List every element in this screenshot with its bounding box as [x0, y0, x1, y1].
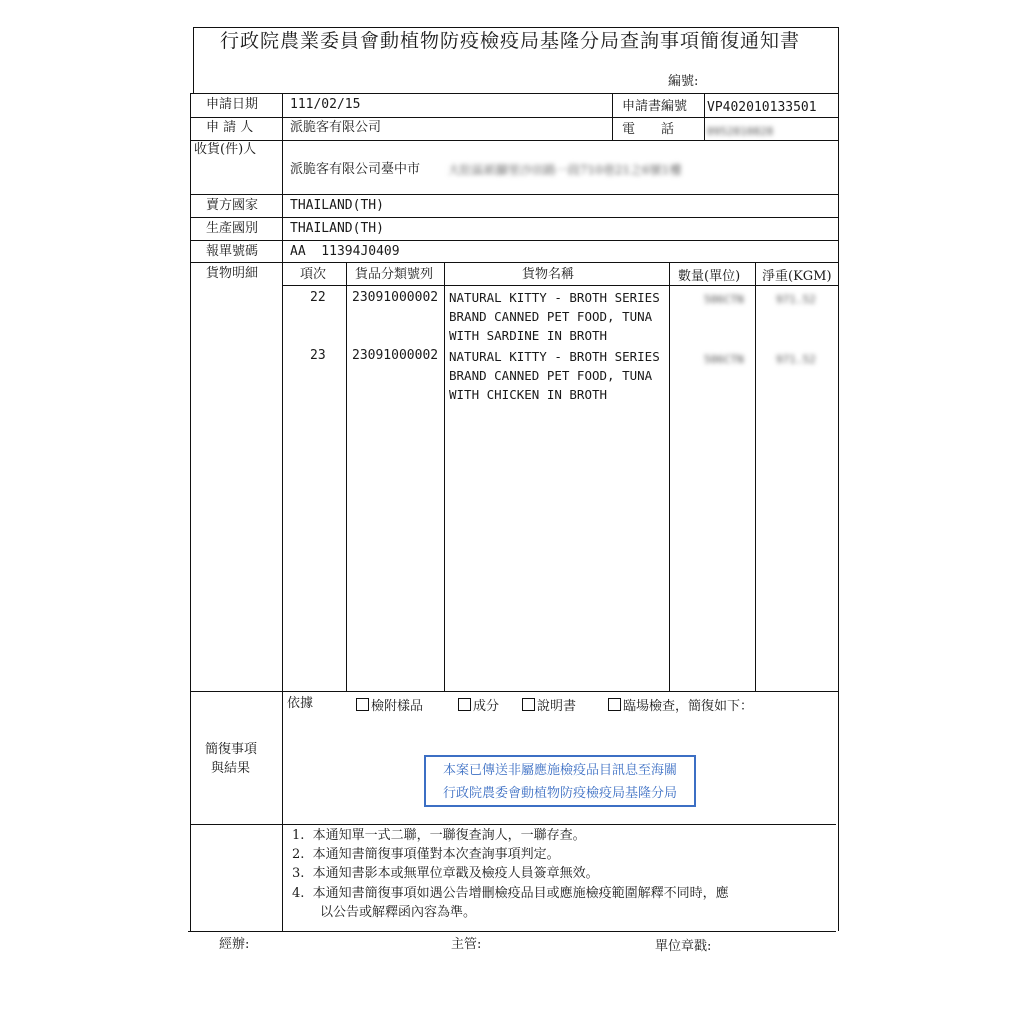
- col-divider: [444, 262, 445, 691]
- reply-label-line2: 與結果: [211, 761, 251, 776]
- footer-handler: 經辦:: [219, 937, 250, 952]
- checkbox-icon: [608, 698, 621, 711]
- note-item: [292, 846, 560, 864]
- document-title: 行政院農業委員會動植物防疫檢疫局基隆分局查詢事項簡復通知書: [220, 30, 801, 52]
- rule: [190, 824, 836, 825]
- apply-date-label: 申請日期: [206, 97, 259, 112]
- checkbox-icon: [522, 698, 535, 711]
- checkbox-icon: [458, 698, 471, 711]
- consignee-label: 收貨(件)人: [194, 142, 257, 157]
- checkbox-composition-label: 成分: [473, 699, 500, 714]
- note-item: [292, 865, 599, 883]
- applicant-label: 申 請 人: [206, 120, 254, 135]
- phone-label: 電 話: [622, 122, 675, 137]
- frame-left-top: [193, 27, 194, 93]
- origin-value: THAILAND(TH): [290, 221, 384, 236]
- goods-row-name-line: NATURAL KITTY - BROTH SERIES: [449, 349, 660, 364]
- goods-header-name: 貨物名稱: [522, 267, 575, 282]
- rule: [190, 93, 838, 94]
- goods-header-qty: 數量(單位): [678, 269, 741, 284]
- rule: [190, 691, 838, 692]
- checkbox-manual-label: 說明書: [537, 699, 577, 714]
- footer-seal: 單位章戳:: [655, 939, 712, 954]
- footer-supervisor: 主管:: [451, 937, 482, 952]
- rule: [190, 194, 838, 195]
- form-no-value: VP402010133501: [707, 100, 817, 115]
- frame-left: [190, 93, 191, 931]
- goods-row-weight: 971.52: [776, 293, 816, 306]
- note-number: 4.: [292, 886, 305, 901]
- checkbox-sample[interactable]: [356, 698, 423, 714]
- rule: [190, 140, 838, 141]
- goods-row-name-line: WITH CHICKEN IN BROTH: [449, 387, 608, 402]
- note-text: 本通知單一式二聯，一聯復查詢人，一聯存查。: [312, 828, 586, 843]
- label-divider: [282, 93, 283, 931]
- note-item: [292, 827, 586, 845]
- note-item: [292, 885, 729, 903]
- goods-row-name-line: NATURAL KITTY - BROTH SERIES: [449, 290, 660, 305]
- consignee-name: 派脆客有限公司臺中市: [290, 162, 421, 177]
- frame-top: [193, 27, 838, 28]
- goods-header-item: 項次: [300, 267, 327, 282]
- note-number: 1.: [292, 828, 305, 843]
- note-text: 本通知書影本或無單位章戳及檢疫人員簽章無效。: [312, 866, 599, 881]
- goods-row-weight: 971.52: [776, 353, 816, 366]
- col-divider: [669, 262, 670, 691]
- goods-header-weight: 淨重(KGM): [762, 269, 832, 284]
- note-continued: 以公告或解釋函內容為準。: [320, 905, 477, 920]
- stamp-line: 行政院農委會動植物防疫檢疫局基隆分局: [442, 786, 677, 801]
- rule: [190, 117, 838, 118]
- frame-right-top: [838, 27, 839, 93]
- goods-row-code: 23091000002: [352, 290, 439, 305]
- frame-right: [838, 93, 839, 931]
- checkbox-sample-label: 檢附樣品: [371, 699, 424, 714]
- checkbox-manual[interactable]: [522, 698, 576, 714]
- reply-label-line1: 簡復事項: [205, 742, 258, 757]
- form-no-label: 申請書編號: [622, 99, 688, 114]
- apply-date-value: 111/02/15: [290, 97, 361, 112]
- note-number: 3.: [292, 866, 305, 881]
- stamp-line: 本案已傳送非屬應施檢疫品目訊息至海關: [442, 763, 677, 778]
- rule: [188, 931, 836, 932]
- col-divider: [704, 93, 705, 140]
- goods-row-item: 23: [310, 348, 326, 363]
- col-divider: [346, 262, 347, 691]
- goods-label: 貨物明細: [206, 266, 259, 281]
- origin-label: 生產國別: [206, 221, 259, 236]
- consignee-address: 大肚區紙腳里沙田路一段710巷21之6號1樓: [448, 163, 682, 177]
- goods-row-name-line: BRAND CANNED PET FOOD, TUNA: [449, 309, 653, 324]
- col-divider: [755, 262, 756, 691]
- rule: [190, 217, 838, 218]
- goods-row-name-line: WITH SARDINE IN BROTH: [449, 328, 608, 343]
- checkbox-composition[interactable]: [458, 698, 499, 714]
- goods-header-code: 貨品分類號列: [355, 267, 434, 282]
- checkbox-site-label: 臨場檢查，簡復如下：: [623, 699, 754, 714]
- rule: [190, 262, 838, 263]
- checkbox-icon: [356, 698, 369, 711]
- note-number: 2.: [292, 847, 305, 862]
- declaration-label: 報單號碼: [206, 244, 259, 259]
- note-text: 本通知書簡復事項僅對本次查詢事項判定。: [312, 847, 560, 862]
- applicant-value: 派脆客有限公司: [290, 120, 382, 135]
- seller-country-label: 賣方國家: [206, 198, 259, 213]
- col-divider: [612, 93, 613, 140]
- note-text: 本通知書簡復事項如遇公告增刪檢疫品目或應施檢疫範圍解釋不同時，應: [312, 886, 729, 901]
- goods-row-code: 23091000002: [352, 348, 439, 363]
- goods-row-qty: 506CTN: [704, 293, 744, 306]
- basis-label: 依據: [287, 696, 314, 711]
- checkbox-site-inspection[interactable]: [608, 698, 753, 714]
- rule: [190, 240, 838, 241]
- goods-row-name-line: BRAND CANNED PET FOOD, TUNA: [449, 368, 653, 383]
- seller-country-value: THAILAND(TH): [290, 198, 384, 213]
- official-stamp: [424, 755, 696, 807]
- phone-value: 0952810828: [707, 125, 774, 138]
- serial-label: 編號:: [668, 74, 699, 89]
- goods-row-qty: 506CTN: [704, 353, 744, 366]
- goods-row-item: 22: [310, 290, 326, 305]
- declaration-value: AA 11394J0409: [290, 244, 400, 259]
